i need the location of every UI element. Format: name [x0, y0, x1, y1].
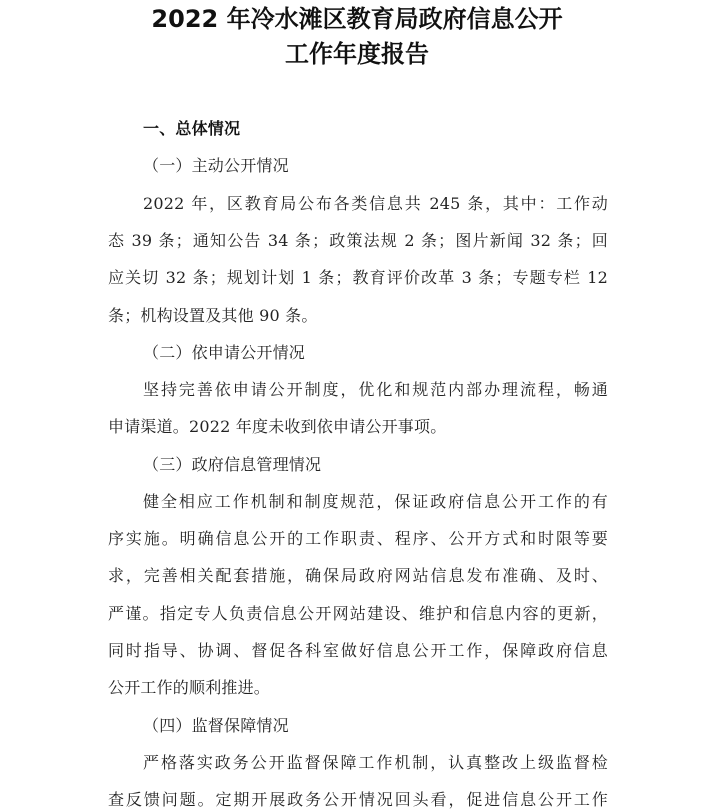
paragraph-line: 查反馈问题。定期开展政务公开情况回头看，促进信息公开工作	[108, 790, 608, 809]
paragraph-line: 序实施。明确信息公开的工作职责、程序、公开方式和时限等要	[108, 529, 608, 548]
section-heading-overview: 一、总体情况	[143, 119, 241, 138]
paragraph-line: 申请渠道。2022 年度未收到依申请公开事项。	[108, 417, 447, 436]
document-title-line2: 工作年度报告	[285, 40, 429, 68]
paragraph-line: 条；机构设置及其他 90 条。	[108, 306, 318, 325]
paragraph-line: 健全相应工作机制和制度规范，保证政府信息公开工作的有	[143, 492, 608, 511]
paragraph-line: 2022 年，区教育局公布各类信息共 245 条，其中：工作动	[143, 194, 608, 213]
paragraph-line: 严格落实政务公开监督保障工作机制，认真整改上级监督检	[143, 753, 608, 772]
paragraph-line: 应关切 32 条；规划计划 1 条；教育评价改革 3 条；专题专栏 12	[108, 268, 608, 287]
subsection-heading-proactive-disclosure: （一）主动公开情况	[143, 156, 289, 175]
paragraph-line: 坚持完善依申请公开制度，优化和规范内部办理流程，畅通	[143, 380, 608, 399]
subsection-heading-information-management: （三）政府信息管理情况	[143, 455, 322, 474]
subsection-heading-request-disclosure: （二）依申请公开情况	[143, 343, 306, 362]
paragraph-line: 严谨。指定专人负责信息公开网站建设、维护和信息内容的更新，	[108, 604, 608, 623]
paragraph-line: 同时指导、协调、督促各科室做好信息公开工作，保障政府信息	[108, 641, 608, 660]
subsection-heading-supervision: （四）监督保障情况	[143, 716, 289, 735]
paragraph-line: 公开工作的顺利推进。	[108, 678, 271, 697]
paragraph-line: 态 39 条；通知公告 34 条；政策法规 2 条；图片新闻 32 条；回	[108, 231, 608, 250]
paragraph-line: 求，完善相关配套措施，确保局政府网站信息发布准确、及时、	[108, 566, 608, 585]
document-title-line1: 2022 年冷水滩区教育局政府信息公开	[151, 5, 563, 33]
